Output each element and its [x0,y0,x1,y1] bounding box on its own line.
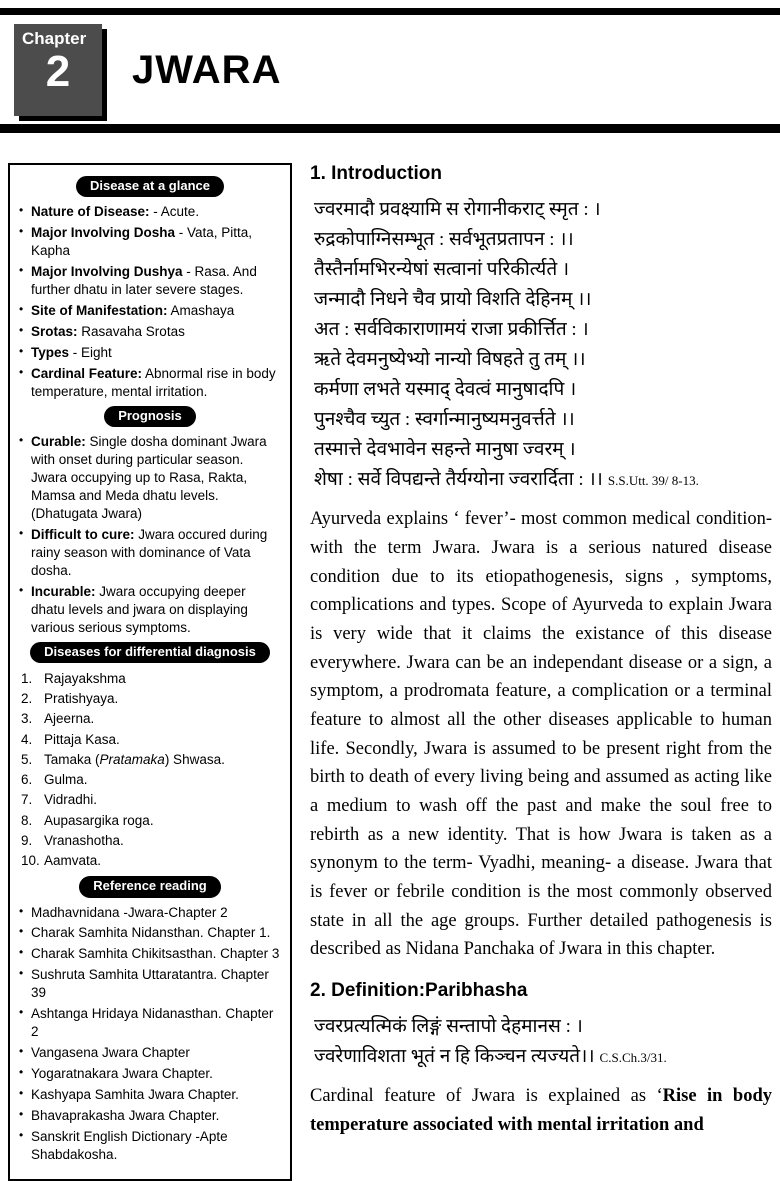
diagnosis-text: Vidradhi. [44,792,98,808]
sanskrit-verse-line [314,465,772,495]
diagnosis-text: Pittaja Kasa. [44,731,120,747]
diagnosis-italic-text: Pratamaka [99,751,165,767]
sanskrit-verse-line [314,225,772,255]
glance-item [18,263,282,299]
prognosis-item-text: Single dosha dominant Jwara with onset during particular season. Jwara occupying up to Rasa, Rakta, Mamsa and Meda dhatu levels. (Dhatugata Jwara) [31,434,267,521]
glance-item-text: Amashaya [167,303,235,319]
closing-text: Cardinal feature of Jwara is explained as ‘ [310,1085,663,1106]
glance-item [18,224,282,260]
glance-item-label: Major Involving Dushya [31,264,183,280]
sanskrit-verse-line [314,375,772,405]
glance-item-text: - Rasa. And further dhatu in later severe stages. [31,264,257,298]
glance-item [18,365,282,401]
reference-reading-badge: Reference reading [79,876,220,897]
prognosis-item-label: Difficult to cure: [31,526,135,542]
glance-item-label: Nature of Disease: [31,204,150,220]
verse-citation: S.S.Utt. 39/ 8-13. [607,473,699,489]
sanskrit-verse-line [314,255,772,285]
chapter-label: Chapter [22,29,87,48]
reference-item-text: Vangasena Jwara Chapter [31,1045,190,1061]
verse-text: ज्वरमादौ प्रवक्ष्यामि स रोगानीकराट् स्मृत : । [314,199,601,220]
chapter-header [0,15,780,124]
glance-item-text: - Eight [69,344,112,360]
sanskrit-verse-line [314,1042,772,1072]
introduction-verses [314,195,772,495]
glance-badge: Disease at a glance [76,176,224,197]
glance-item-text: Abnormal rise in body temperature, mental irritation. [31,365,276,399]
differential-diagnosis-item [18,689,282,709]
prognosis-list [18,433,282,636]
differential-diagnosis-item [18,709,282,729]
chapter-number: 2 [45,47,71,96]
verse-text: रुद्रकोपाग्निसम्भूत : सर्वभूतप्रतापन : ।। [314,229,574,251]
closing-paragraph [310,1082,772,1139]
prognosis-item-label: Curable: [31,434,86,450]
diagnosis-text: Pratishyaya. [44,691,119,707]
glance-item-label: Types [31,344,70,360]
reference-item [18,1044,282,1062]
glance-item-label: Cardinal Feature: [31,365,143,381]
verse-text: पुनश्चैव च्युत : स्वर्गान्मानुष्यमनुवर्त्तते ।। [314,409,575,431]
verse-text: तस्मात्ते देवभावेन सहन्ते मानुषा ज्वरम् । [314,439,576,461]
verse-text: ज्वरेणाविशता भूतं न हि किञ्चन त्यज्यते।। [314,1045,595,1067]
reference-item [18,945,282,963]
verse-citation: C.S.Ch.3/31. [599,1049,667,1065]
reference-item-text: Kashyapa Samhita Jwara Chapter. [31,1087,239,1103]
sanskrit-verse-line [314,315,772,345]
sanskrit-verse-line [314,195,772,225]
verse-text: तैस्तैर्नामभिरन्येषां सत्वानां परिकीर्त्यते । [314,259,570,281]
reference-item-text: Sushruta Samhita Uttaratantra. Chapter 39 [31,967,269,1001]
glance-item [18,323,282,341]
differential-diagnosis-item [18,730,282,750]
verse-text: जन्मादौ निधने चैव प्रायो विशति देहिनम् ।। [314,289,592,311]
reference-item [18,1005,282,1041]
reference-item-text: Ashtanga Hridaya Nidanasthan. Chapter 2 [31,1006,274,1040]
chapter-number-box [14,24,102,116]
page-title: JWARA [132,47,282,92]
differential-diagnosis-item [18,790,282,810]
diagnosis-text: Aamvata. [44,853,102,869]
glance-item-text: - Vata, Pitta, Kapha [31,225,253,259]
glance-item-text: - Acute. [149,204,200,220]
prognosis-item [18,583,282,637]
summary-sidebar [8,163,292,1181]
glance-item-label: Srotas: [31,323,78,339]
verse-text: अत : सर्वविकाराणामयं राजा प्रकीर्त्तित : । [314,319,589,341]
glance-item [18,302,282,320]
differential-diagnosis-item [18,770,282,790]
diagnosis-text: Vranashotha. [44,832,124,848]
reference-item [18,1107,282,1125]
differential-diagnosis-item [18,811,282,831]
prognosis-item-text: Jwara occupying deeper dhatu levels and jwara on displaying various serious symptoms. [31,583,248,635]
prognosis-item-label: Incurable: [31,583,96,599]
sanskrit-verse-line [314,345,772,375]
glance-item [18,344,282,362]
reference-item [18,1086,282,1104]
verse-text: ऋते देवमनुष्येभ्यो नान्यो विषहते तु तम् ।। [314,349,586,371]
diagnosis-text: Tamaka ( [44,751,100,767]
glance-item-label: Major Involving Dosha [31,225,176,241]
differential-diagnosis-item [18,669,282,689]
reference-item [18,904,282,922]
main-column [292,163,774,1145]
reference-item-text: Yogaratnakara Jwara Chapter. [31,1066,213,1082]
differential-diagnosis-list [18,669,282,872]
diagnosis-text: Gulma. [44,772,88,788]
differential-diagnosis-item [18,750,282,770]
reference-item-text: Charak Samhita Chikitsasthan. Chapter 3 [31,946,280,962]
differential-diagnosis-item [18,851,282,871]
sanskrit-verse-line [314,1012,772,1042]
differential-diagnosis-badge: Diseases for differential diagnosis [30,642,270,663]
prognosis-item-text: Jwara occured during rainy season with dominance of Vata dosha. [31,526,268,578]
reference-item [18,966,282,1002]
reference-item-text: Sanskrit English Dictionary -Apte Shabdakosha. [31,1129,228,1162]
reference-item [18,924,282,942]
reference-item-text: Bhavaprakasha Jwara Chapter. [31,1108,220,1124]
introduction-heading: 1. Introduction [310,163,442,184]
glance-list [18,203,282,401]
diagnosis-text-after: ) Shwasa. [164,751,225,767]
diagnosis-text: Rajayakshma [44,670,126,686]
verse-text: शेषा : सर्वे विपद्यन्ते तैर्यग्योना ज्वरार्दिता : ।। [314,469,603,491]
glance-item-label: Site of Manifestation: [31,303,168,319]
prognosis-item [18,526,282,580]
glance-item-text: Rasavaha Srotas [77,323,185,339]
sanskrit-verse-line [314,405,772,435]
definition-heading: 2. Definition:Paribhasha [310,979,528,1001]
diagnosis-text: Aupasargika roga. [44,812,154,828]
definition-verses [314,1012,772,1072]
introduction-paragraph: Ayurveda explains ‘ fever’- most common medical condition- with the term Jwara. Jwara is a serious natured disease condition due to its etiopathogenesis, signs , symptoms, complications and types. Scope of Ayurveda to explain Jwara is very wide that it claims the existance of this disease everywhere. Jwara can be an independant disease or a sign, a symptom, a prodromata feature, a complication or a terminal feature to almost all the other diseases applicable to human life. Secondly, Jwara is assumed to be present right from the birth to death of every living being and assumed as acting like a medium to wash off the past and make the soul free to rebirth as a new identity. That is how Jwara is taken as a synonym to the term- Vyadhi, meaning- a disease. Jwara that is fever or febrile condition is the most commonly observed state in all the age groups. Further detailed pathogenesis is described as Nidana Panchaka of Jwara in this chapter. [310,509,772,960]
prognosis-item [18,433,282,523]
header-rule [0,124,780,133]
reference-item-text: Charak Samhita Nidansthan. Chapter 1. [31,925,271,941]
reference-item [18,1128,282,1164]
prognosis-badge: Prognosis [104,406,196,427]
sanskrit-verse-line [314,285,772,315]
page-content [0,133,780,1181]
glance-item [18,203,282,221]
differential-diagnosis-item [18,831,282,851]
verse-text: ज्वरप्रत्यत्मिकं लिङ्गं सन्तापो देहमानस : । [314,1015,583,1037]
closing-bold-text: Rise in body temperature associated with mental irritation and [310,1085,772,1135]
sanskrit-verse-line [314,435,772,465]
top-rule [0,8,780,15]
reference-item [18,1065,282,1083]
reference-item-text: Madhavnidana -Jwara-Chapter 2 [31,904,228,920]
verse-text: कर्मणा लभते यस्माद् देवत्वं मानुषादपि । [314,379,577,401]
reference-reading-list [18,904,282,1164]
diagnosis-text: Ajeerna. [44,711,95,727]
